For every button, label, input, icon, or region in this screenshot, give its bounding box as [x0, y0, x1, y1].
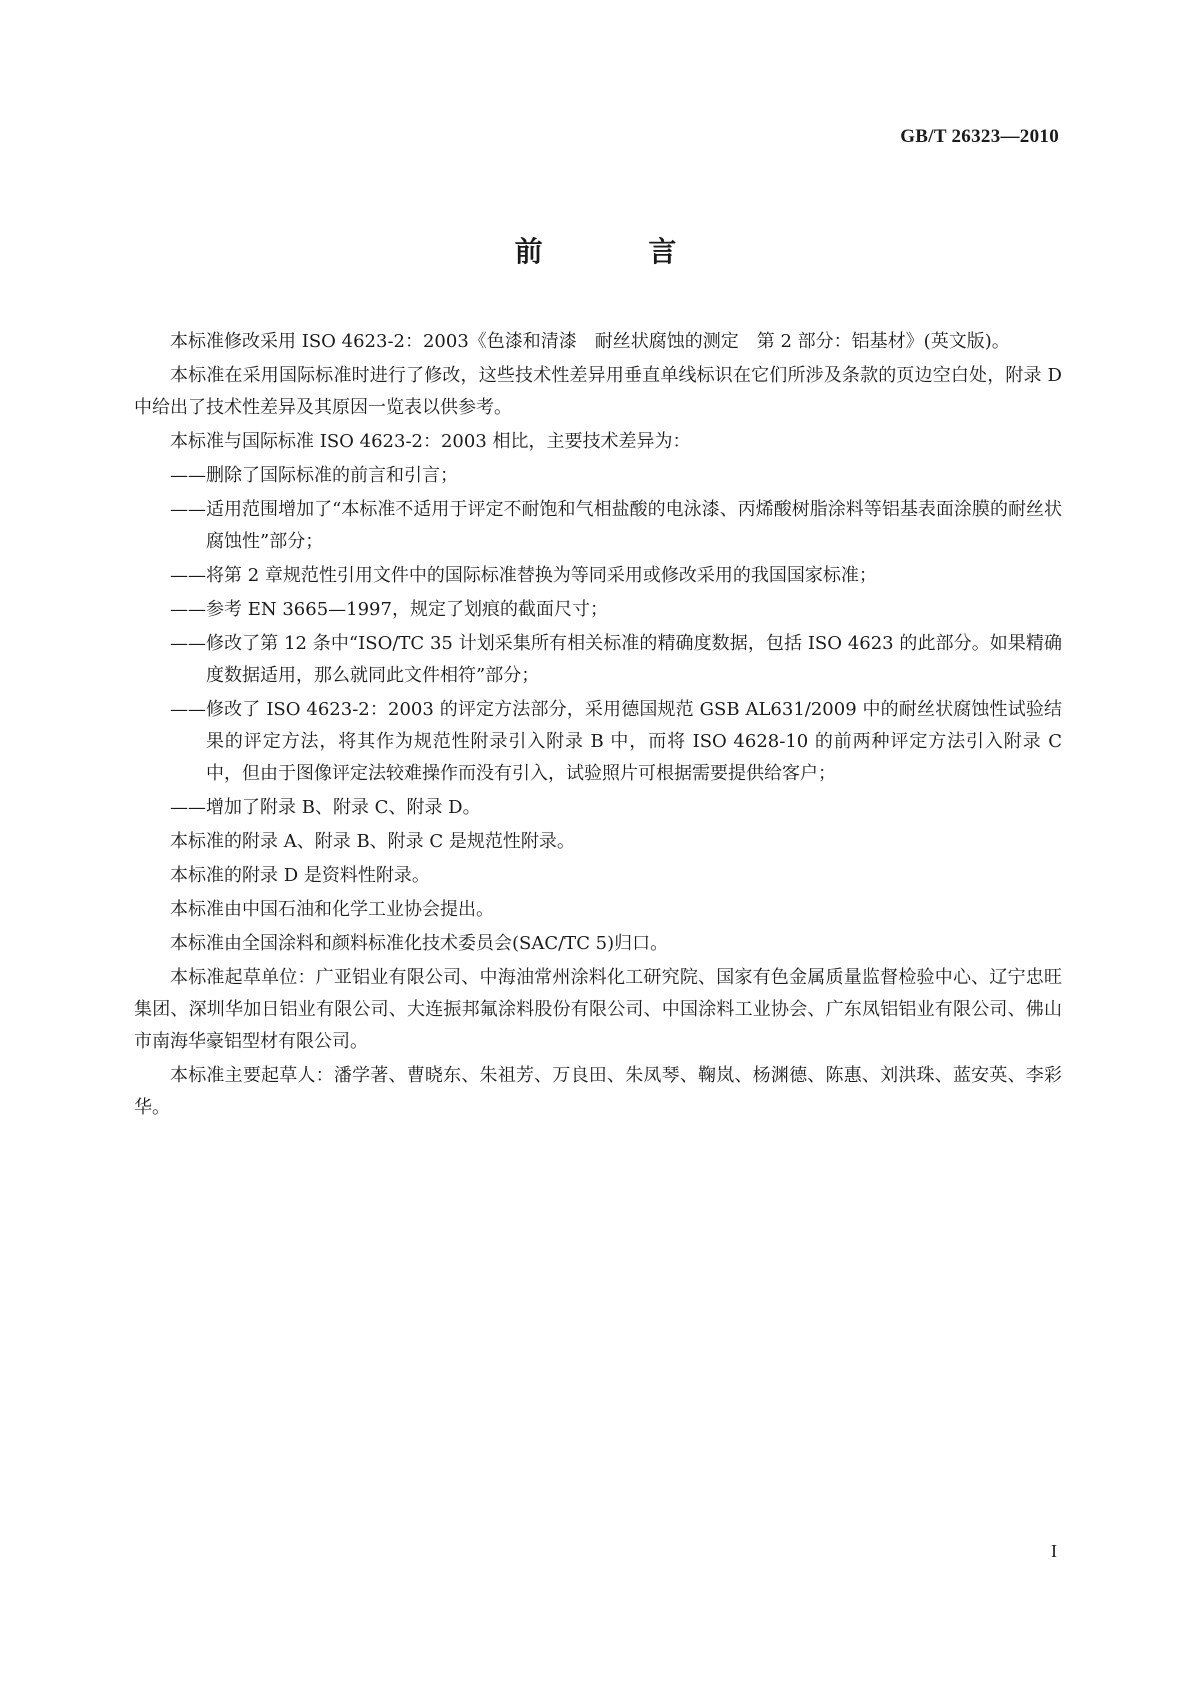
list-item-text: 参考 EN 3665—1997，规定了划痕的截面尺寸；	[206, 599, 608, 620]
standard-number-header: GB/T 26323—2010	[900, 126, 1059, 147]
list-dash: ——	[170, 633, 206, 654]
outro-paragraph-4: 本标准由全国涂料和颜料标准化技术委员会(SAC/TC 5)归口。	[170, 933, 669, 954]
list-item	[170, 628, 1062, 692]
outro-paragraph-1: 本标准的附录 A、附录 B、附录 C 是规范性附录。	[170, 831, 575, 852]
list-item-text: 适用范围增加了“本标准不适用于评定不耐饱和气相盐酸的电泳漆、丙烯酸树脂涂料等铝基表面涂膜的耐丝状腐蚀性”部分；	[206, 499, 1062, 552]
list-item	[170, 594, 1062, 626]
page-number: I	[1051, 1541, 1057, 1561]
intro-paragraph-2: 本标准在采用国际标准时进行了修改，这些技术性差异用垂直单线标识在它们所涉及条款的页边空白处，附录 D 中给出了技术性差异及其原因一览表以供参考。	[134, 365, 1062, 418]
list-item-text: 修改了 ISO 4623-2：2003 的评定方法部分，采用德国规范 GSB AL631/2009 中的耐丝状腐蚀性试验结果的评定方法，将其作为规范性附录引入附录 B 中，而将 ISO 4628-10 的前两种评定方法引入附录 C 中，但由于图像评定法较难操作而没有引入，试验照片可根据需要提供给客户；	[206, 699, 1062, 784]
outro-paragraph-2: 本标准的附录 D 是资料性附录。	[170, 865, 430, 886]
list-dash: ——	[170, 465, 206, 486]
drafting-units-paragraph: 本标准起草单位：广亚铝业有限公司、中海油常州涂料化工研究院、国家有色金属质量监督检验中心、辽宁忠旺集团、深圳华加日铝业有限公司、大连振邦氟涂料股份有限公司、中国涂料工业协会、广东凤铝铝业有限公司、佛山市南海华豪铝型材有限公司。	[134, 967, 1062, 1052]
list-item	[170, 494, 1062, 558]
list-dash: ——	[170, 599, 206, 620]
list-item-text: 修改了第 12 条中“ISO/TC 35 计划采集所有相关标准的精确度数据，包括 ISO 4623 的此部分。如果精确度数据适用，那么就同此文件相符”部分；	[206, 633, 1062, 686]
list-item	[170, 460, 1062, 492]
list-item	[170, 694, 1062, 790]
outro-paragraph-3: 本标准由中国石油和化学工业协会提出。	[170, 899, 494, 920]
list-item	[170, 792, 1062, 824]
list-dash: ——	[170, 699, 206, 720]
list-item-text: 将第 2 章规范性引用文件中的国际标准替换为等同采用或修改采用的我国国家标准；	[206, 565, 877, 586]
list-dash: ——	[170, 499, 206, 520]
list-dash: ——	[170, 565, 206, 586]
intro-paragraph-3: 本标准与国际标准 ISO 4623-2：2003 相比，主要技术差异为：	[170, 431, 691, 452]
list-item	[170, 560, 1062, 592]
page-title: 前 言	[514, 235, 725, 268]
foreword-body	[134, 326, 1062, 1126]
drafters-paragraph: 本标准主要起草人：潘学著、曹晓东、朱祖芳、万良田、朱凤琴、鞠岚、杨渊德、陈惠、刘洪珠、蓝安英、李彩华。	[134, 1065, 1062, 1118]
list-item-text: 删除了国际标准的前言和引言；	[206, 465, 458, 486]
list-item-text: 增加了附录 B、附录 C、附录 D。	[206, 797, 481, 818]
intro-paragraph-1: 本标准修改采用 ISO 4623-2：2003《色漆和清漆 耐丝状腐蚀的测定 第 2 部分：铝基材》(英文版)。	[170, 331, 1010, 352]
list-dash: ——	[170, 797, 206, 818]
